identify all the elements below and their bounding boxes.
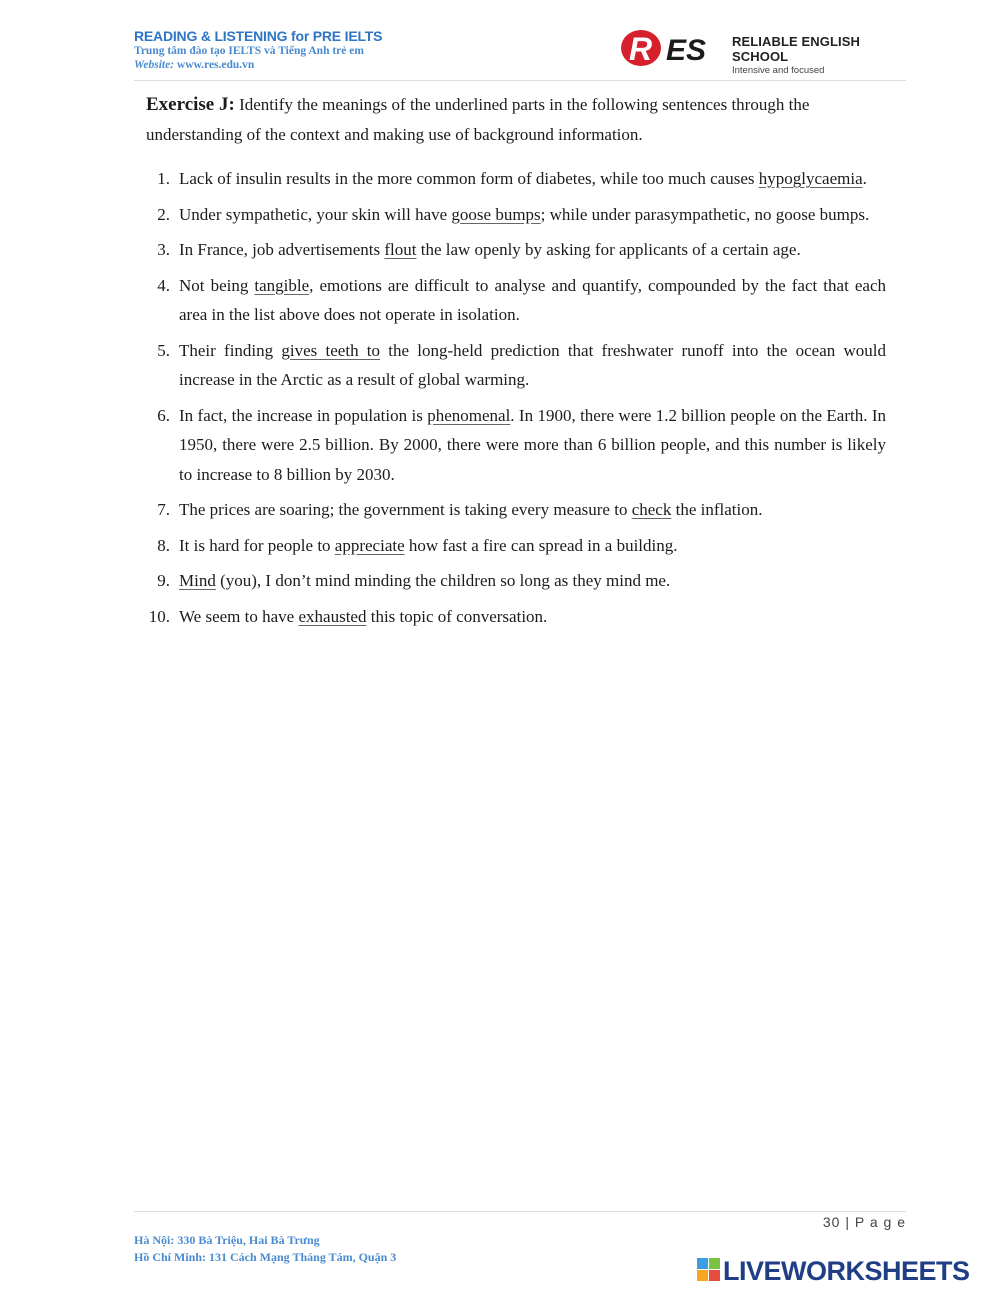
header-info [134, 28, 382, 71]
item-text-before: Lack of insulin results in the more common form of diabetes, while too much causes [179, 169, 759, 188]
website-url: www.res.edu.vn [176, 59, 255, 71]
item-text-after: how fast a fire can spread in a building. [404, 535, 678, 555]
item-text-before: It is hard for people to [179, 535, 335, 555]
item-text-after: the inflation. [671, 500, 763, 519]
exercise-item [146, 566, 886, 596]
page-number: 30 | P a g e [822, 1214, 906, 1230]
item-text-before: Under sympathetic, your skin will have [179, 204, 452, 224]
item-number: 6. [157, 405, 170, 425]
header-divider [134, 80, 906, 81]
item-text-before: Their finding [179, 340, 282, 360]
item-text-after: . [862, 169, 867, 188]
underlined-term: Mind [179, 571, 216, 590]
liveworksheets-watermark [697, 1256, 970, 1286]
address-hanoi: Hà Nội: 330 Bà Triệu, Hai Bà Trưng [134, 1233, 320, 1247]
item-text-before: In France, job advertisements [179, 240, 385, 259]
item-number: 5. [157, 340, 170, 360]
item-number: 2. [157, 204, 170, 224]
res-logo-icon [620, 28, 730, 68]
exercise-item [146, 200, 886, 230]
item-text-after: ; while under parasympathetic, no goose bumps. [540, 204, 870, 224]
underlined-term: gives teeth to [281, 340, 381, 360]
exercise-item [146, 271, 886, 330]
underlined-term: tangible [254, 275, 310, 295]
exercise-item [146, 336, 886, 395]
item-number: 9. [157, 571, 170, 590]
underlined-term: appreciate [334, 535, 405, 555]
underlined-term: hypoglycaemia [758, 169, 863, 188]
exercise-label: Exercise J: [146, 94, 235, 115]
website-label: Website: [134, 59, 175, 71]
item-text-after: the long-held prediction that freshwater runoff into the ocean would increase in the Arctic as a result of global warming. [179, 340, 886, 389]
exercise-item [146, 401, 886, 490]
underlined-term: phenomenal [427, 405, 511, 425]
center-name: Trung tâm đào tạo IELTS và Tiếng Anh trẻ em [134, 45, 364, 57]
address-hcm: Hồ Chí Minh: 131 Cách Mạng Tháng Tám, Quận 3 [134, 1250, 397, 1264]
exercise-item [146, 235, 886, 265]
logo-text [732, 34, 910, 76]
course-title: READING & LISTENING for PRE IELTS [134, 28, 383, 44]
item-number: 8. [157, 535, 170, 555]
item-text-after: . In 1900, there were 1.2 billion people on the Earth. In 1950, there were 2.5 billion. By 2000, there were more than 6 billion people, and this number is likely to increase to 8 billion by 2030. [179, 405, 886, 484]
logo-letter-r: R [629, 31, 653, 67]
item-number: 10. [148, 606, 170, 626]
item-text-before: Not being [179, 275, 255, 295]
watermark-text: LIVEWORKSHEETS [723, 1256, 970, 1286]
exercise-item [146, 495, 886, 525]
footer-divider [134, 1211, 906, 1212]
exercise-list [146, 164, 886, 631]
item-text-after: , emotions are difficult to analyse and quantify, compounded by the fact that each area in the list above does not operate in isolation. [179, 275, 886, 324]
underlined-term: flout [384, 240, 417, 259]
school-tagline: Intensive and focused [732, 65, 825, 76]
underlined-term: check [631, 500, 672, 519]
school-logo [620, 28, 910, 76]
exercise-intro [146, 90, 886, 150]
item-text-after: the law openly by asking for applicants of a certain age. [416, 240, 801, 259]
exercise-item [146, 164, 886, 194]
underlined-term: exhausted [298, 606, 367, 626]
item-number: 3. [157, 240, 170, 259]
exercise-instruction: Identify the meanings of the underlined parts in the following sentences through the understanding of the context and making use of background information. [146, 95, 810, 144]
exercise-item [146, 531, 886, 561]
item-number: 4. [157, 275, 170, 295]
item-text-after: this topic of conversation. [366, 606, 548, 626]
item-text-before: In fact, the increase in population is [179, 405, 428, 425]
school-name: RELIABLE ENGLISH SCHOOL [732, 34, 860, 64]
item-number: 7. [157, 500, 170, 519]
logo-letters-es: ES [666, 34, 707, 67]
item-number: 1. [157, 169, 170, 188]
item-text-before: We seem to have [179, 606, 299, 626]
liveworksheets-icon [697, 1256, 721, 1284]
website-line [134, 59, 382, 71]
item-text-before: The prices are soaring; the government is taking every measure to [179, 500, 632, 519]
exercise-section [146, 90, 886, 637]
item-text-after: (you), I don’t mind minding the children so long as they mind me. [215, 571, 671, 590]
exercise-item [146, 602, 886, 632]
underlined-term: goose bumps [451, 204, 541, 224]
